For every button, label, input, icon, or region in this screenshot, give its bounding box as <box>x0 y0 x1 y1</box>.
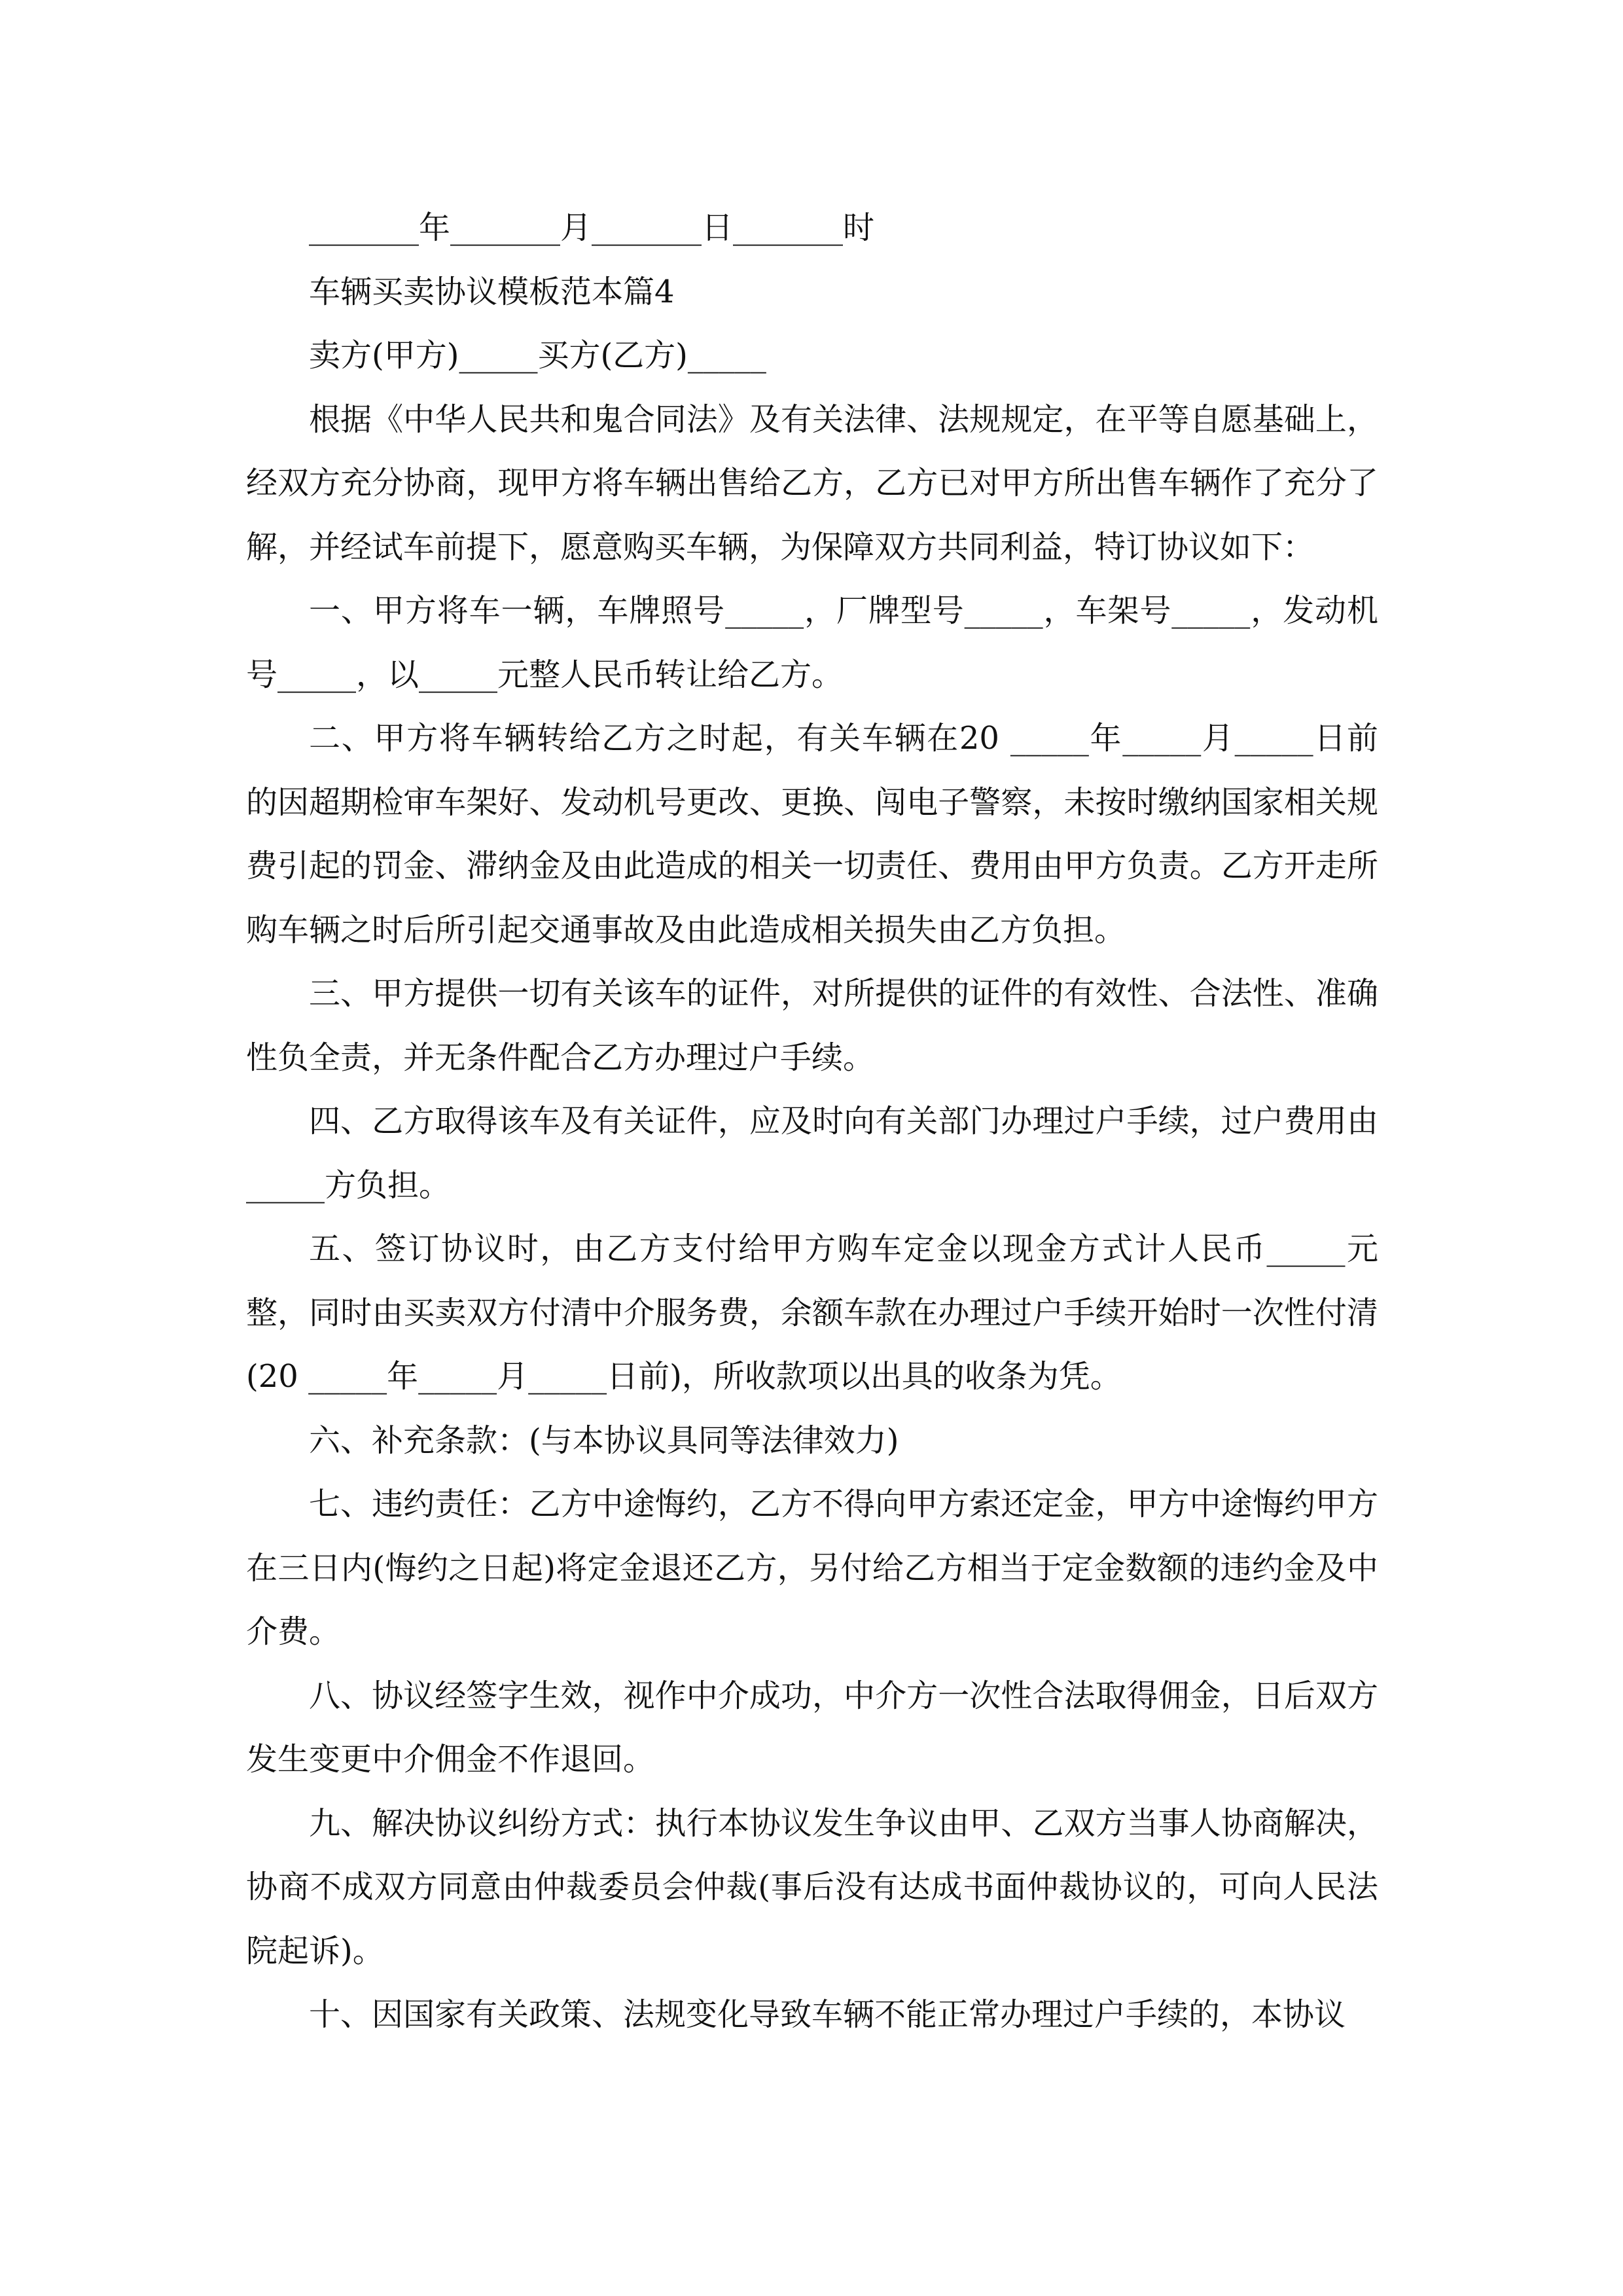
clause-1: 一、甲方将车一辆，车牌照号_____，厂牌型号_____，车架号_____，发动机号_____，以_____元整人民币转让给乙方。 <box>246 592 1378 693</box>
parties-line: 卖方(甲方)_____买方(乙方)_____ <box>309 337 766 374</box>
document-title: 车辆买卖协议模板范本篇4 <box>309 273 675 310</box>
clause-7: 七、违约责任：乙方中途悔约，乙方不得向甲方索还定金，甲方中途悔约甲方在三日内(悔约之日起)将定金退还乙方，另付给乙方相当于定金数额的违约金及中介费。 <box>246 1486 1378 1650</box>
clause-8: 八、协议经签字生效，视作中介成功，中介方一次性合法取得佣金，日后双方发生变更中介佣金不作退回。 <box>246 1677 1378 1778</box>
clause-3: 三、甲方提供一切有关该车的证件，对所提供的证件的有效性、合法性、准确性负全责，并无条件配合乙方办理过户手续。 <box>246 975 1378 1076</box>
document-body <box>246 196 1378 2047</box>
clause-10: 十、因国家有关政策、法规变化导致车辆不能正常办理过户手续的，本协议 <box>309 1996 1346 2033</box>
clause-5: 五、签订协议时，由乙方支付给甲方购车定金以现金方式计人民币_____元整，同时由买卖双方付清中介服务费，余额车款在办理过户手续开始时一次性付清(20 _____年_____月_____日前)，所收款项以出具的收条为凭。 <box>246 1230 1378 1395</box>
clause-6: 六、补充条款：(与本协议具同等法律效力) <box>309 1422 899 1459</box>
clause-2: 二、甲方将车辆转给乙方之时起，有关车辆在20 _____年_____月_____日前的因超期检审车架好、发动机号更改、更换、闯电子警察，未按时缴纳国家相关规费引起的罚金、滞纳金及由此造成的相关一切责任、费用由甲方负责。乙方开走所购车辆之时后所引起交通事故及由此造成相关损失由乙方负担。 <box>246 720 1378 948</box>
preamble-paragraph: 根据《中华人民共和鬼合同法》及有关法律、法规规定，在平等自愿基础上，经双方充分协商，现甲方将车辆出售给乙方，乙方已对甲方所出售车辆作了充分了解，并经试车前提下，愿意购买车辆，为保障双方共同利益，特订协议如下： <box>246 401 1378 565</box>
date-line: _______年_______月_______日_______时 <box>309 209 875 246</box>
clause-9: 九、解决协议纠纷方式：执行本协议发生争议由甲、乙双方当事人协商解决，协商不成双方同意由仲裁委员会仲裁(事后没有达成书面仲裁协议的，可向人民法院起诉)。 <box>246 1804 1378 1969</box>
clause-4: 四、乙方取得该车及有关证件，应及时向有关部门办理过户手续，过户费用由_____方负担。 <box>246 1103 1378 1204</box>
